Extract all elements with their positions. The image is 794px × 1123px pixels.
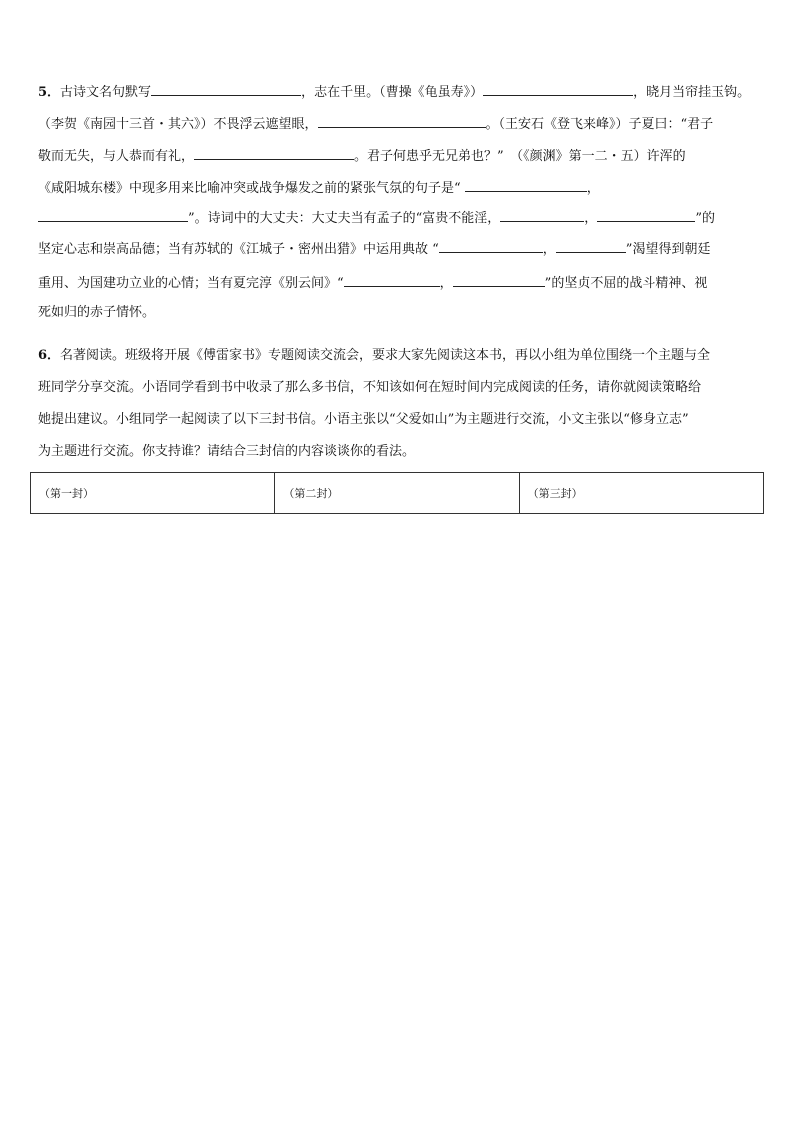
letter-2-header: （第二封）: [275, 473, 519, 514]
q5-text: ，: [584, 211, 598, 226]
q6-text: 班同学分享交流。小语同学看到书中收录了那么多书信，不知该如何在短时间内完成阅读的任务，请你就阅读策略给: [38, 380, 702, 395]
answer-blank[interactable]: [597, 208, 695, 222]
q5-text: ”渴望得到朝廷: [625, 242, 711, 257]
q5-text: ”。诗词中的大丈夫：大丈夫当有孟子的“富贵不能淫，: [188, 211, 501, 226]
q5-line: [38, 304, 155, 322]
q5-text: 重用、为国建功立业的心情；当有夏完淳《别云间》“: [38, 276, 344, 291]
letter-3-header: （第三封）: [519, 473, 763, 514]
letters-table: [30, 472, 764, 514]
answer-blank[interactable]: [344, 273, 440, 287]
q6-text: 她提出建议。小组同学一起阅读了以下三封书信。小语主张以“父爱如山”为主题进行交流，小文主张以“修身立志”: [38, 412, 689, 427]
q5-text: 古诗文名句默写: [60, 85, 152, 100]
answer-blank[interactable]: [465, 178, 587, 192]
answer-blank[interactable]: [318, 114, 486, 128]
answer-blank[interactable]: [151, 82, 301, 96]
q5-text: 《咸阳城东楼》中现多用来比喻冲突或战争爆发之前的紧张气氛的句子是“: [38, 181, 465, 196]
q6-text: 为主题进行交流。你支持谁？请结合三封信的内容谈谈你的看法。: [38, 444, 416, 459]
answer-blank[interactable]: [38, 208, 188, 222]
q5-line: [38, 208, 715, 226]
answer-blank[interactable]: [453, 273, 545, 287]
q5-line: [38, 146, 686, 164]
q5-line: [38, 82, 750, 100]
q6-line: [38, 443, 415, 461]
q5-text: ，: [439, 276, 453, 291]
question-number: 5．: [38, 85, 61, 100]
answer-blank[interactable]: [556, 239, 626, 253]
q6-line: [38, 347, 710, 365]
q5-text: ”的坚贞不屈的战斗精神、视: [544, 276, 708, 291]
q5-text: 。君子何患乎无兄弟也？” （《颜渊》第一二・五）许浑的: [354, 149, 686, 164]
q5-line: [38, 239, 710, 257]
q6-line: [38, 411, 689, 429]
q6-text: 名著阅读。班级将开展《傅雷家书》专题阅读交流会，要求大家先阅读这本书，再以小组为单位围绕一个主题与全: [60, 348, 711, 363]
letter-1-header: （第一封）: [31, 473, 275, 514]
q5-text: 坚定心志和崇高品德；当有苏轼的《江城子・密州出猎》中运用典故 “: [38, 242, 439, 257]
q5-text: ，: [586, 181, 600, 196]
q5-text: （李贺《南园十三首・其六》）不畏浮云遮望眼，: [38, 117, 318, 132]
q5-text: 死如归的赤子情怀。: [38, 305, 156, 320]
q6-line: [38, 379, 701, 397]
question-number: 6．: [38, 348, 61, 363]
q5-text: 敬而无失，与人恭而有礼，: [38, 149, 195, 164]
q5-text: ，: [542, 242, 556, 257]
q5-text: ，志在千里。（曹操《龟虽寿》）: [301, 85, 484, 100]
q5-text: ，晓月当帘挂玉钩。: [633, 85, 751, 100]
q5-line: [38, 178, 600, 196]
answer-blank[interactable]: [439, 239, 543, 253]
answer-blank[interactable]: [500, 208, 584, 222]
q5-line: [38, 114, 713, 132]
q5-text: 。（王安石《登飞来峰》）子夏曰：“君子: [485, 117, 714, 132]
answer-blank[interactable]: [483, 82, 633, 96]
q5-line: [38, 273, 707, 291]
answer-blank[interactable]: [194, 146, 354, 160]
q5-text: ”的: [695, 211, 715, 226]
